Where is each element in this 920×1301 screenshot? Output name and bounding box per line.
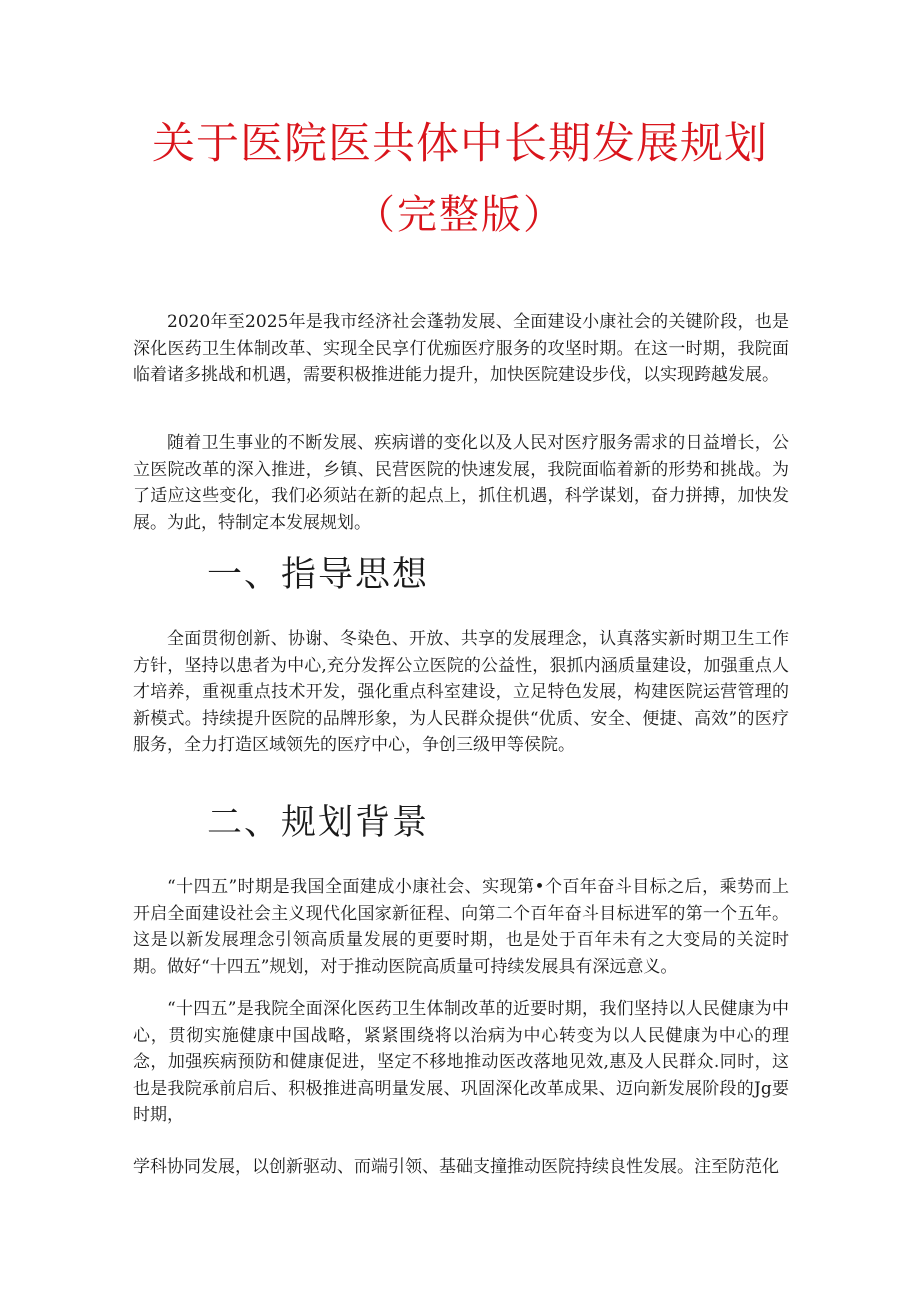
planning-background-paragraph-1: “十四五”时期是我国全面建成小康社会、实现第•个百年奋斗目标之后，乘势而上开启全面建设社会主义现代化国家新征程、向第二个百年奋斗目标进军的第一个五年。这是以新发展理念引领高质量发展的更要时期，也是处于百年未有之大变局的关淀时期。做好“十四五”规划，对于推动医院高质量可持续发展具有深远意义。 xyxy=(133,877,789,977)
section-heading-guiding-ideology: 一、指导思想 xyxy=(207,555,430,595)
intro-paragraph-1: 2020年至2025年是我市经济社会蓬勃发展、全面建设小康社会的关键阶段，也是深化医药卫生体制改革、实现全民享仃优痂医疗服务的攻坚时期。在这一时期，我院面临着诸多挑战和机遇，需要积极推进能力提升，加快医院建设步伐，以实现跨越发展。 xyxy=(133,312,789,385)
guiding-ideology-paragraph: 全面贯彻创新、协谢、冬染色、开放、共享的发展理念，认真落实新时期卫生工作方针，坚持以患者为中心,充分发挥公立医院的公益性，狠抓内涵质量建设，加强重点人才培养，重视重点技术开发，强化重点科室建设，立足特色发展，构建医院运营管理的新模式。持续提升医院的品牌形象，为人民群众提供“优质、安全、便捷、高效”的医疗服务，全力打造区域领先的医疗中心，争创三级甲等侯院。 xyxy=(133,629,789,755)
intro-paragraph-2: 随着卫生事业的不断发展、疾病谱的变化以及人民对医疗服务需求的日益增长，公立医院改革的深入推进，乡镇、民营医院的快速发展，我院面临着新的形势和挑战。为了适应这些变化，我们必须站在新的起点上，抓住机遇，科学谋划，奋力拼搏，加快发展。为此，特制定本发展规划。 xyxy=(133,433,789,533)
continued-paragraph: 学科协同发展，以创新驱动、而端引领、基础支撞推动医院持续良性发展。注至防范化 xyxy=(133,1157,779,1177)
planning-background-paragraph-2: “十四五”是我院全面深化医药卫生体制改革的近要时期，我们坚持以人民健康为中心，贯彻实施健康中国战略，紧紧围绕将以治病为中心转变为以人民健康为中心的理念，加强疾病预防和健康促进，坚定不移地推动医改落地见效,惠及人民群众.同时，这也是我院承前启后、积极推进高明量发展、巩固深化改革成果、迈向新发展阶段的Jg要时期， xyxy=(133,999,789,1125)
section-heading-planning-background: 二、规划背景 xyxy=(207,803,430,843)
document-subtitle: （完整版） xyxy=(355,192,565,238)
document-title: 关于医院医共体中长期发展规划 xyxy=(152,119,768,169)
